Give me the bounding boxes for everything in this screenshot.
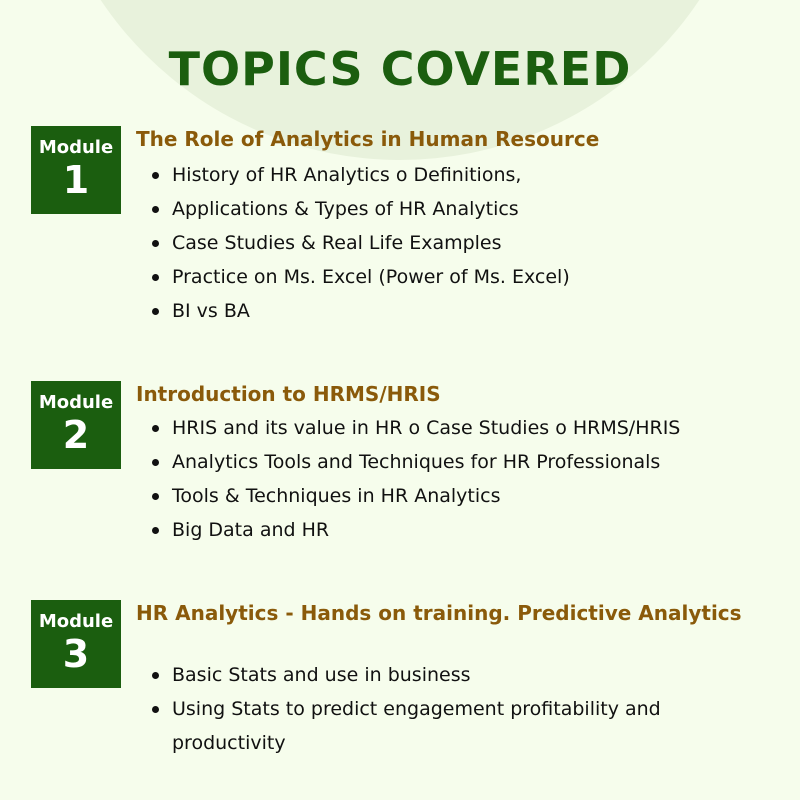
list-item-text: HRIS and its value in HR o Case Studies o HRMS/HRIS (172, 417, 681, 439)
bullet-icon (152, 672, 159, 679)
list-item-text: Big Data and HR (172, 519, 330, 541)
module-badge-label: Module (38, 611, 114, 632)
list-item-text: Practice on Ms. Excel (Power of Ms. Excel) (172, 266, 570, 288)
list-item-text: History of HR Analytics o Definitions, (172, 164, 522, 186)
bullet-icon (152, 706, 159, 713)
bullet-icon (152, 206, 159, 213)
list-item (150, 260, 750, 294)
module-title: HR Analytics - Hands on training. Predictive Analytics (136, 601, 742, 625)
topic-list (150, 158, 750, 328)
list-item (150, 513, 750, 547)
list-item (150, 445, 750, 479)
list-item-text: Applications & Types of HR Analytics (172, 198, 519, 220)
module-title: Introduction to HRMS/HRIS (136, 382, 441, 406)
list-item (150, 411, 750, 445)
module-badge-number: 1 (62, 158, 90, 202)
bullet-icon (152, 459, 159, 466)
topic-list (150, 411, 750, 547)
bullet-icon (152, 172, 159, 179)
list-item-text: Case Studies & Real Life Examples (172, 232, 502, 254)
module-badge (31, 381, 121, 469)
list-item-text: Tools & Techniques in HR Analytics (172, 485, 501, 507)
list-item (150, 658, 750, 692)
module-badge-label: Module (38, 392, 114, 413)
list-item (150, 692, 750, 760)
list-item (150, 158, 750, 192)
list-item (150, 294, 750, 328)
bullet-icon (152, 274, 159, 281)
list-item-text: Analytics Tools and Techniques for HR Professionals (172, 451, 661, 473)
list-item-text: BI vs BA (172, 300, 250, 322)
module-badge (31, 600, 121, 688)
topic-list (150, 658, 750, 760)
bullet-icon (152, 240, 159, 247)
list-item (150, 479, 750, 513)
page-title: TOPICS COVERED (168, 42, 632, 96)
module-badge-label: Module (38, 137, 114, 158)
module-title: The Role of Analytics in Human Resource (136, 127, 600, 151)
list-item-text: Basic Stats and use in business (172, 664, 471, 686)
bullet-icon (152, 425, 159, 432)
list-item (150, 192, 750, 226)
bullet-icon (152, 493, 159, 500)
module-badge-number: 3 (62, 632, 90, 676)
bullet-icon (152, 527, 159, 534)
list-item (150, 226, 750, 260)
module-badge (31, 126, 121, 214)
bullet-icon (152, 308, 159, 315)
list-item-text: Using Stats to predict engagement profitability and productivity (172, 698, 661, 754)
module-badge-number: 2 (62, 413, 90, 457)
